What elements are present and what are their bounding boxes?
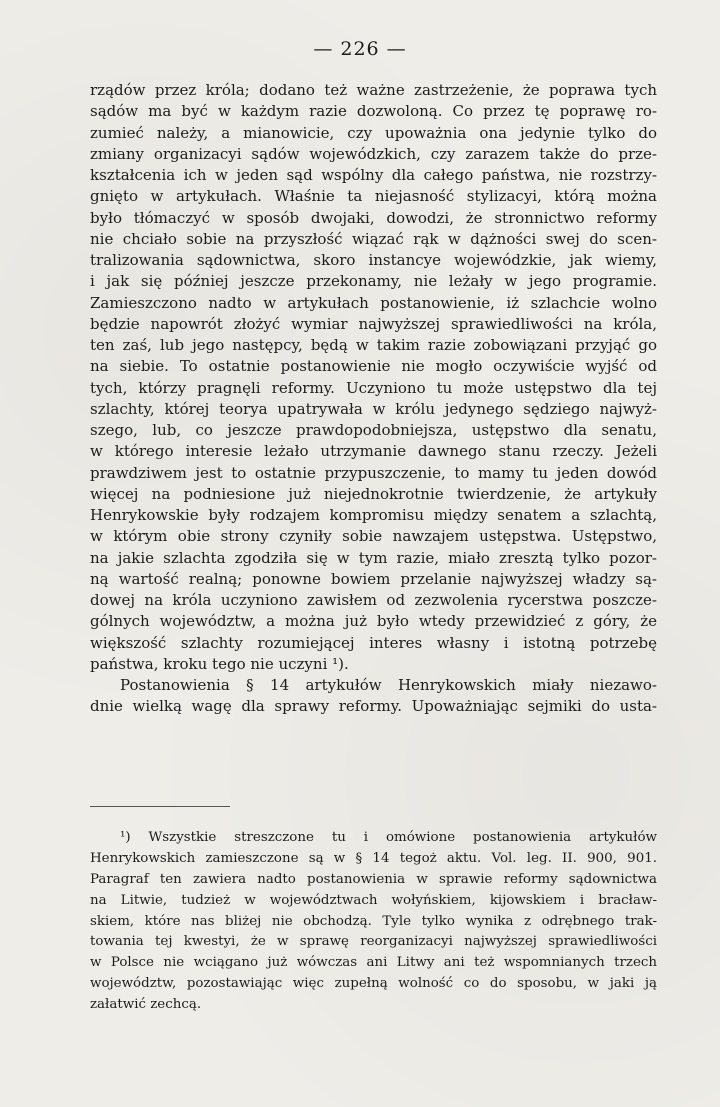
footnote-line: Henrykowskich zamieszczone są w § 14 tegoż aktu. Vol. leg. II. 900, 901. <box>90 850 657 866</box>
text-line: dnie wielką wagę dla sprawy reformy. Upoważniając sejmiki do usta- <box>90 697 657 716</box>
text-line: było tłómaczyć w sposób dwojaki, dowodzi, że stronnictwo reformy <box>90 208 657 227</box>
text-line: gnięto w artykułach. Właśnie ta niejasność stylizacyi, którą można <box>90 187 657 206</box>
text-line: zmiany organizacyi sądów wojewódzkich, czy zarazem także do prze- <box>90 144 657 163</box>
footnote-line: w Polsce nie wciągano już wówczas ani Litwy ani też wspomnianych trzech <box>90 955 657 971</box>
text-line: szlachty, której teorya upatrywała w królu jedynego sędziego najwyż- <box>90 399 657 418</box>
text-line: państwa, kroku tego nie uczyni ¹). <box>90 654 349 673</box>
text-line: rządów przez króla; dodano też ważne zastrzeżenie, że poprawa tych <box>90 81 657 99</box>
text-line: nie chciało sobie na przyszłość wiązać rąk w dążności swej do scen- <box>90 229 657 248</box>
footnote-line: ¹) Wszystkie streszczone tu i omówione postanowienia artykułów <box>120 830 657 845</box>
text-line: Postanowienia § 14 artykułów Henrykowskich miały niezawo- <box>120 676 657 694</box>
text-line: ną wartość realną; ponowne bowiem przelanie najwyższej władzy są- <box>90 569 657 588</box>
footnote-divider <box>90 806 230 807</box>
text-line: więcej na podniesione już niejednokrotnie twierdzenie, że artykuły <box>90 484 657 503</box>
footnote-line: towania tej kwestyi, że w sprawę reorganizacyi najwyższej sprawiedliwości <box>90 934 657 950</box>
text-line: większość szlachty rozumiejącej interes własny i istotną potrzebę <box>90 633 657 652</box>
text-line: tych, którzy pragnęli reformy. Uczyniono tu może ustępstwo dla tej <box>90 378 657 397</box>
footnote-line: województw, pozostawiając więc zupełną wolność co do sposobu, w jaki ją <box>90 976 657 992</box>
footnote-line: Paragraf ten zawiera nadto postanowienia w sprawie reformy sądownictwa <box>90 871 657 887</box>
text-line: Henrykowskie były rodzajem kompromisu między senatem a szlachtą, <box>90 506 657 524</box>
text-line: szego, lub, co jeszcze prawdopodobniejsza, ustępstwo dla senatu, <box>90 421 657 439</box>
text-line: i jak się później jeszcze przekonamy, nie leżały w jego programie. <box>90 272 657 291</box>
text-line: na jakie szlachta zgodziła się w tym razie, miało zresztą tylko pozor- <box>90 548 657 567</box>
text-line: będzie napowrót złożyć wymiar najwyższej sprawiedliwości na króla, <box>90 314 657 333</box>
footnote <box>90 828 657 1016</box>
text-line: w którego interesie leżało utrzymanie dawnego stanu rzeczy. Jeżeli <box>90 442 657 461</box>
footnote-line: załatwić zechcą. <box>90 997 202 1013</box>
text-line: gólnych województw, a można już było wtedy przewidzieć z góry, że <box>90 612 657 631</box>
text-line: na siebie. To ostatnie postanowienie nie mogło oczywiście wyjść od <box>90 357 657 376</box>
text-line: Zamieszczono nadto w artykułach postanowienie, iż szlachcie wolno <box>90 293 657 312</box>
text-line: prawdziwem jest to ostatnie przypuszczenie, to mamy tu jeden dowód <box>90 463 657 482</box>
text-line: kształcenia ich w jeden sąd wspólny dla całego państwa, nie rozstrzy- <box>90 166 657 184</box>
text-line: sądów ma być w każdym razie dozwoloną. Co przez tę poprawę ro- <box>90 102 657 121</box>
text-line: dowej na króla uczyniono zawisłem od zezwolenia rycerstwa poszcze- <box>90 591 657 609</box>
text-line: zumieć należy, a mianowicie, czy upoważnia ona jedynie tylko do <box>90 123 657 142</box>
footnote-line: na Litwie, tudzież w województwach wołyńskiem, kijowskiem i bracław- <box>90 892 657 908</box>
text-line: w którym obie strony czyniły sobie nawzajem ustępstwa. Ustępstwo, <box>90 527 657 546</box>
page-number: — 226 — <box>313 38 407 60</box>
text-line: ten zaś, lub jego następcy, będą w takim razie zobowiązani przyjąć go <box>90 336 657 354</box>
main-text <box>90 80 657 718</box>
footnote-line: skiem, które nas bliżej nie obchodzą. Tyle tylko wynika z odrębnego trak- <box>90 913 657 929</box>
text-line: tralizowania sądownictwa, skoro instancye wojewódzkie, jak wiemy, <box>90 251 657 269</box>
